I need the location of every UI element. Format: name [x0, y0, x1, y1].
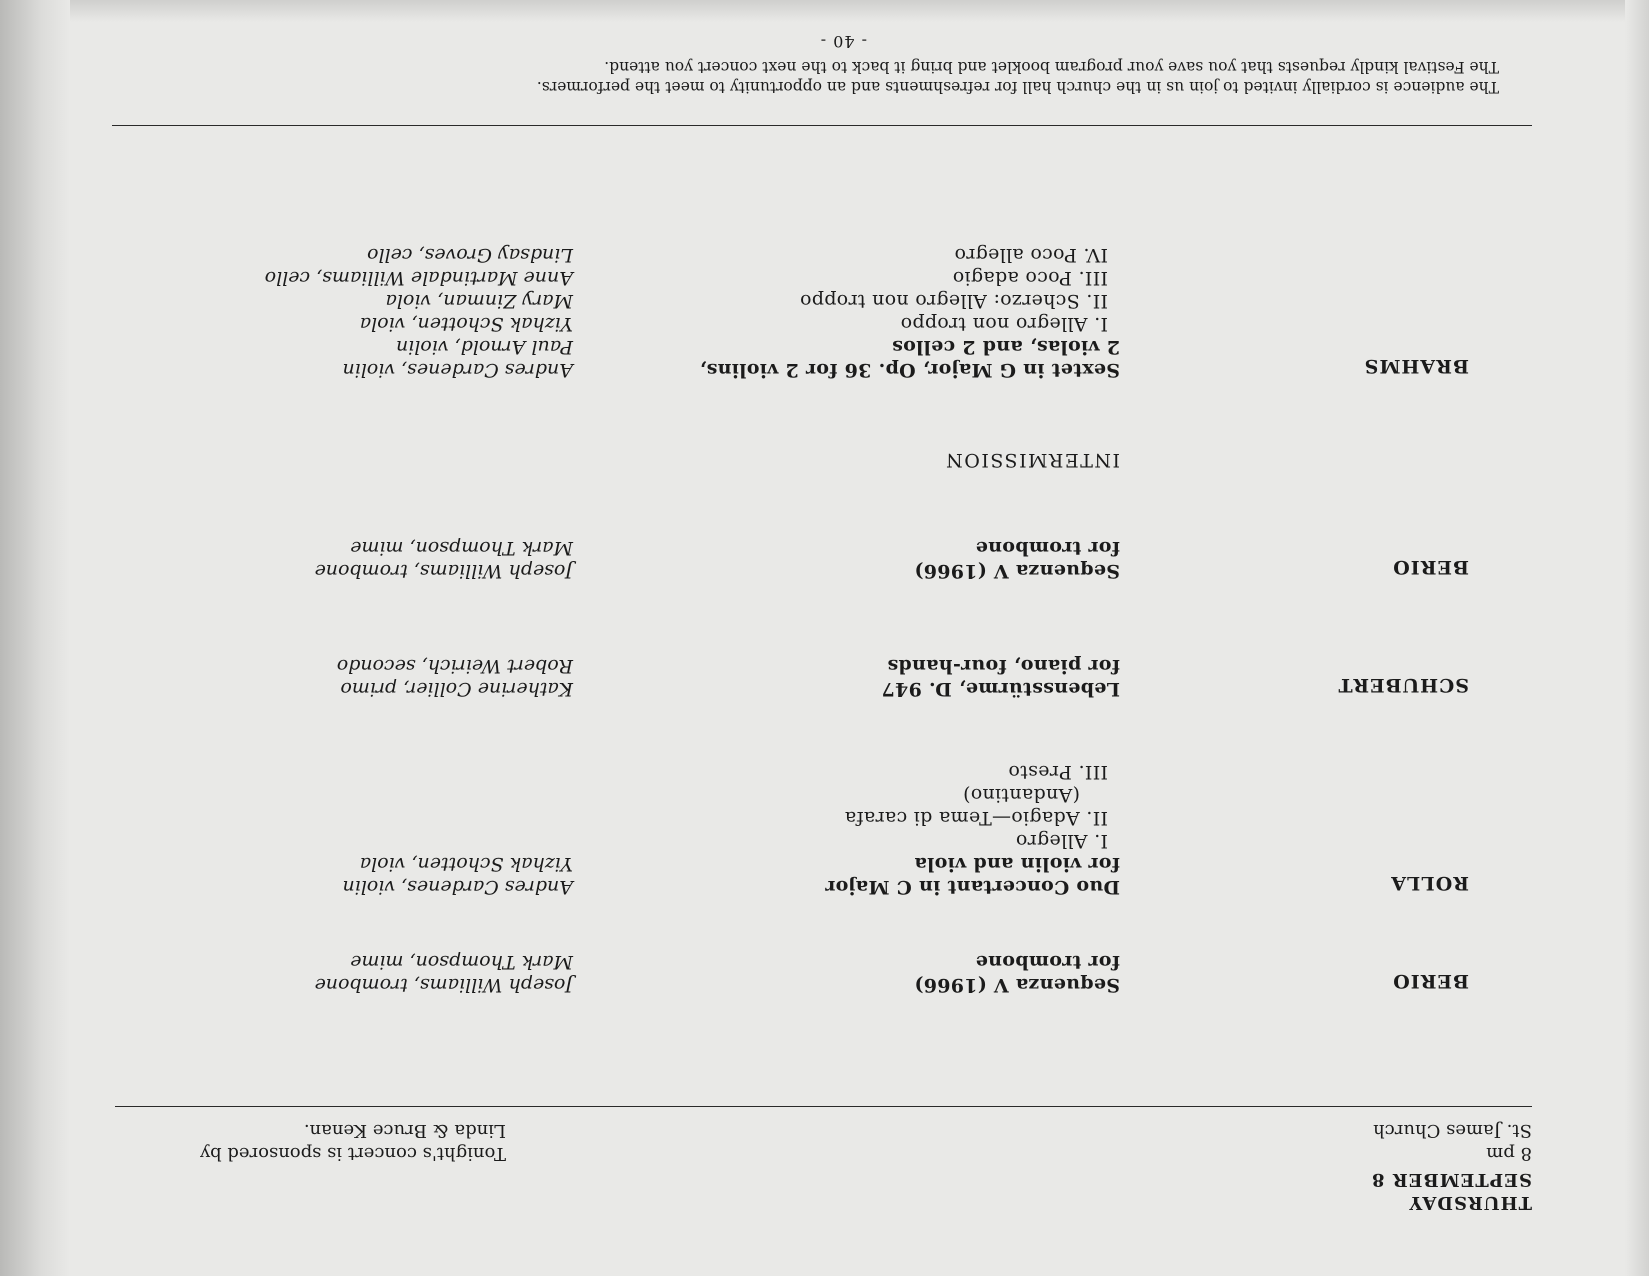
performers-list — [315, 536, 573, 582]
composer-name: SCHUBERT — [1337, 674, 1469, 696]
work-subtitle: 2 violas, and 2 cellos — [891, 336, 1120, 358]
sponsor-note — [200, 1119, 506, 1165]
composer-name: ROLLA — [1390, 872, 1469, 894]
footer-divider — [112, 125, 1532, 126]
work-subtitle: for violin and viola — [914, 853, 1120, 875]
movement: II. Adagio—Tema di carafa — [844, 807, 1108, 829]
movement: (Andantino) — [962, 784, 1080, 806]
work-title: Sextet in G Major, Op. 36 for 2 violins, — [699, 359, 1120, 381]
concert-date — [1371, 1168, 1532, 1214]
work-block — [825, 760, 1120, 898]
sponsor-line-1: Tonight's concert is sponsored by — [199, 1143, 506, 1164]
performer: Andres Cardenes, violin — [342, 359, 573, 381]
work-title: Duo Concertant in C Major — [825, 876, 1120, 898]
venue-label: St. James Church — [1373, 1120, 1532, 1141]
movement: I. Allegro — [1015, 830, 1108, 852]
movement: III. Poco adagio — [952, 267, 1108, 289]
work-title: Sequenza V (1966) — [914, 974, 1120, 996]
performer: Paul Arnold, violin — [395, 336, 573, 358]
movement: I. Allegro non troppo — [900, 313, 1108, 335]
composer-name: BRAHMS — [1363, 355, 1469, 377]
time-label: 8 pm — [1486, 1143, 1532, 1164]
time-venue — [1373, 1119, 1532, 1165]
performer: Yizhak Schotten, viola — [359, 853, 573, 875]
performer: Lindsay Groves, cello — [367, 244, 573, 266]
footer-line-1: The audience is cordially invited to join us in the church hall for refreshments and an opportunity to meet the performers. — [536, 78, 1499, 96]
work-subtitle: for piano, four-hands — [887, 655, 1120, 677]
date-label: SEPTEMBER 8 — [1371, 1169, 1532, 1190]
movement: II. Scherzo: Allegro non troppo — [799, 290, 1108, 312]
performer: Joseph Williams, trombone — [314, 560, 573, 582]
intermission-label: INTERMISSION — [944, 449, 1120, 471]
header-divider — [115, 1106, 1532, 1107]
page-number: - 40 - — [819, 32, 867, 51]
composer-name: BERIO — [1392, 556, 1469, 578]
work-block — [881, 654, 1120, 700]
performers-list — [265, 243, 573, 381]
performer: Mark Thompson, mime — [350, 951, 573, 973]
performer: Andres Cardenes, violin — [342, 876, 573, 898]
performer: Mary Zinman, viola — [385, 290, 573, 312]
footer-note — [99, 57, 1499, 97]
work-title: Sequenza V (1966) — [914, 560, 1120, 582]
footer-line-2: The Festival kindly requests that you save your program booklet and bring it back to the next concert you attend. — [604, 58, 1499, 76]
movement: IV. Poco allegro — [954, 244, 1108, 266]
sponsor-line-2: Linda & Bruce Kenan. — [303, 1120, 506, 1141]
performer: Anne Martindale Williams, cello — [264, 267, 573, 289]
performer: Katherine Collier, primo — [340, 678, 573, 700]
work-subtitle: for trombone — [975, 951, 1120, 973]
movement: III. Presto — [1008, 761, 1108, 783]
work-block — [914, 950, 1120, 996]
performer: Robert Weirich, secondo — [336, 655, 573, 677]
performer: Yizhak Schotten, viola — [359, 313, 573, 335]
work-block — [699, 243, 1120, 381]
performer: Mark Thompson, mime — [350, 537, 573, 559]
day-label: THURSDAY — [1408, 1192, 1532, 1213]
work-subtitle: for trombone — [975, 537, 1120, 559]
performers-list — [342, 852, 573, 898]
performers-list — [337, 654, 573, 700]
performers-list — [315, 950, 573, 996]
work-block — [914, 536, 1120, 582]
composer-name: BERIO — [1392, 970, 1469, 992]
work-title: Lebensstürme, D. 947 — [881, 678, 1120, 700]
performer: Joseph Williams, trombone — [314, 974, 573, 996]
